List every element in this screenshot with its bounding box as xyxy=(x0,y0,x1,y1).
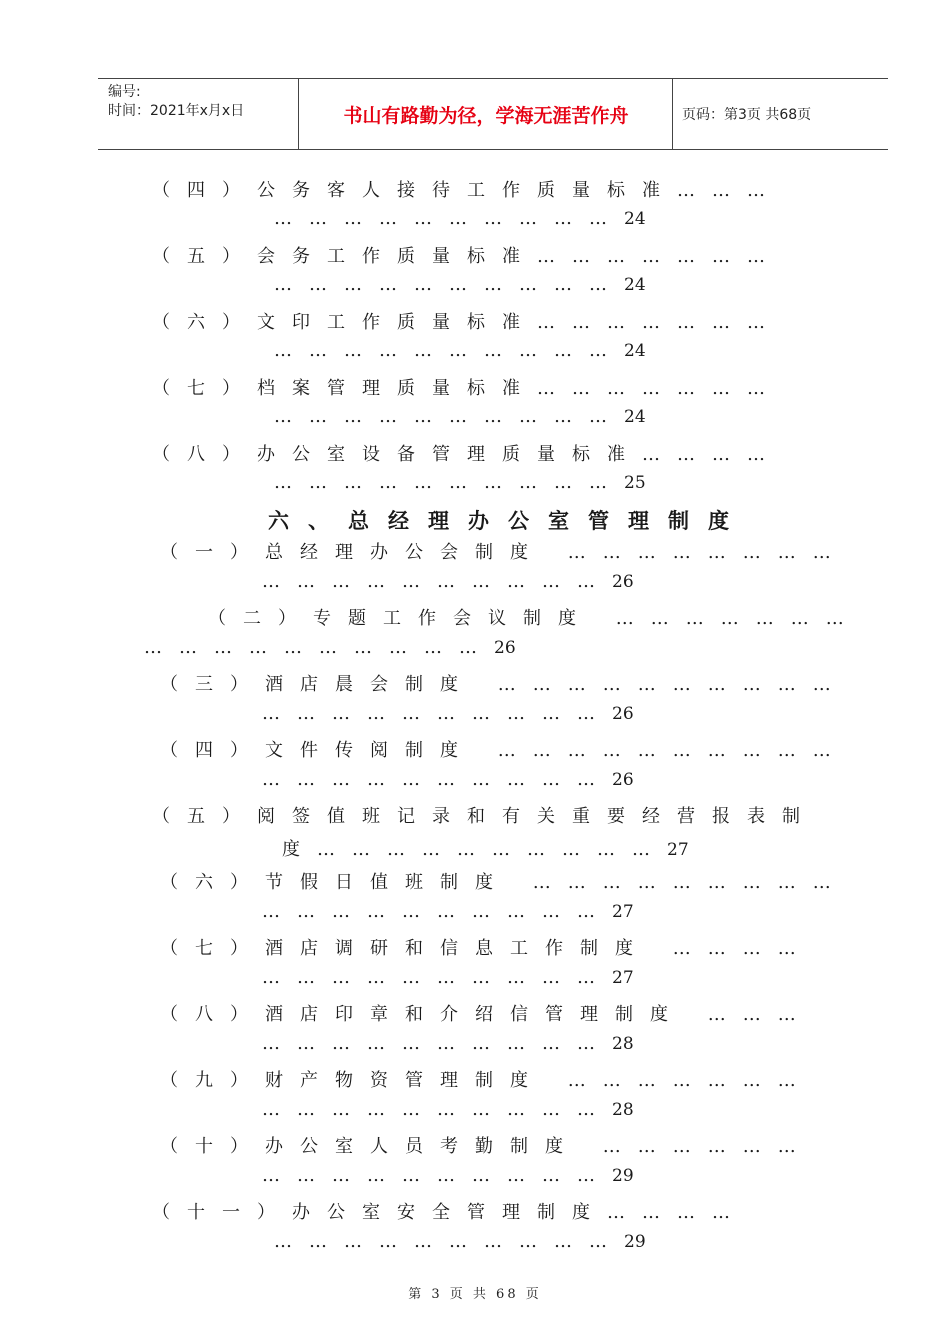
toc-entry-continuation xyxy=(262,967,634,988)
toc-leader: ………………………… xyxy=(262,571,612,592)
toc-entry-continuation xyxy=(262,1099,634,1120)
toc-entry-continuation xyxy=(262,703,634,724)
toc-leader: ………………………… xyxy=(262,1099,612,1120)
toc-leader: ………………………… xyxy=(274,274,624,295)
toc-page-number: 24 xyxy=(624,275,646,295)
toc-entry-title: （五）阅签值班记录和有关重要经营报表制 xyxy=(152,806,817,827)
toc-leader: ………………………… xyxy=(262,1165,612,1186)
toc-entry-continuation xyxy=(262,1165,634,1186)
toc-leader: ………………………… xyxy=(274,406,624,427)
toc-entry-title: （八）办公室设备管理质量标准………… xyxy=(152,444,782,465)
toc-page-number: 25 xyxy=(624,473,646,493)
toc-entry-continuation xyxy=(274,340,646,361)
toc-entry-title: （六）节假日值班制度 ……………………… xyxy=(160,872,848,893)
section-heading: 六、总经理办公室管理制度 xyxy=(268,508,748,533)
toc-page-number: 26 xyxy=(612,770,634,790)
toc-leader: ………………………… xyxy=(144,637,494,658)
toc-entry-continuation xyxy=(144,637,516,658)
toc-entry-title: （三）酒店晨会制度 ………………………… xyxy=(160,674,848,695)
toc-entry-title: （五）会务工作质量标准………………… xyxy=(152,246,782,267)
toc-page-number: 29 xyxy=(612,1166,634,1186)
toc-entry-title: （二）专题工作会议制度 ………………… xyxy=(208,608,861,629)
toc-leader: ………………………… xyxy=(274,472,624,493)
toc-entry-continuation xyxy=(262,1033,634,1054)
toc-entry-title: （九）财产物资管理制度 ………………… xyxy=(160,1070,813,1091)
header-page-info: 页码：第3页 共68页 xyxy=(682,107,812,123)
toc-leader: ………………………… xyxy=(274,340,624,361)
toc-entry-title: （八）酒店印章和介绍信管理制度 ……… xyxy=(160,1004,813,1025)
toc-entry-title: （十）办公室人员考勤制度 ……………… xyxy=(160,1136,813,1157)
toc-leader: ………………………… xyxy=(262,967,612,988)
toc-leader: ………………………… xyxy=(274,1231,624,1252)
toc-page-number: 26 xyxy=(494,638,516,658)
toc-entry-title: （四）文件传阅制度 ………………………… xyxy=(160,740,848,761)
toc-entry-continuation xyxy=(274,1231,646,1252)
toc-entry-continuation xyxy=(262,769,634,790)
toc-page-number: 26 xyxy=(612,704,634,724)
toc-entry-continuation xyxy=(282,835,689,861)
toc-entry-continuation xyxy=(262,901,634,922)
page-footer: 第 3 页 共 68 页 xyxy=(408,1287,542,1302)
toc-leader: ………………………… xyxy=(262,703,612,724)
document-number-label: 编号: xyxy=(108,84,141,100)
toc-leader: 度………………………… xyxy=(282,839,667,860)
toc-page-number: 24 xyxy=(624,209,646,229)
header-divider xyxy=(298,79,299,149)
toc-entry-continuation xyxy=(274,406,646,427)
toc-page-number: 28 xyxy=(612,1034,634,1054)
toc-page-number: 28 xyxy=(612,1100,634,1120)
toc-page-number: 29 xyxy=(624,1232,646,1252)
toc-leader: ………………………… xyxy=(274,208,624,229)
header-divider xyxy=(672,79,673,149)
toc-entry-title: （七）档案管理质量标准………………… xyxy=(152,378,782,399)
toc-entry-title: （六）文印工作质量标准………………… xyxy=(152,312,782,333)
toc-page-number: 24 xyxy=(624,341,646,361)
header-meta xyxy=(108,83,244,121)
toc-entry-continuation xyxy=(274,208,646,229)
toc-entry-title: （四）公务客人接待工作质量标准……… xyxy=(152,180,782,201)
toc-leader: ………………………… xyxy=(262,1033,612,1054)
toc-entry-continuation xyxy=(274,274,646,295)
toc-entry-title: （七）酒店调研和信息工作制度 ………… xyxy=(160,938,813,959)
toc-entry-title: （一）总经理办公会制度 …………………… xyxy=(160,542,848,563)
document-time: 时间：2021年x月x日 xyxy=(108,103,245,119)
toc-page-number: 24 xyxy=(624,407,646,427)
page-header xyxy=(98,78,888,150)
toc-page-number: 27 xyxy=(612,968,634,988)
toc-leader: ………………………… xyxy=(262,769,612,790)
toc-page-number: 26 xyxy=(612,572,634,592)
toc-entry-title: （十一）办公室安全管理制度………… xyxy=(152,1202,747,1223)
header-motto: 书山有路勤为径，学海无涯苦作舟 xyxy=(343,104,629,127)
toc-entry-continuation xyxy=(262,571,634,592)
toc-page-number: 27 xyxy=(667,840,689,860)
toc-entry-continuation xyxy=(274,472,646,493)
toc-leader: ………………………… xyxy=(262,901,612,922)
toc-page-number: 27 xyxy=(612,902,634,922)
